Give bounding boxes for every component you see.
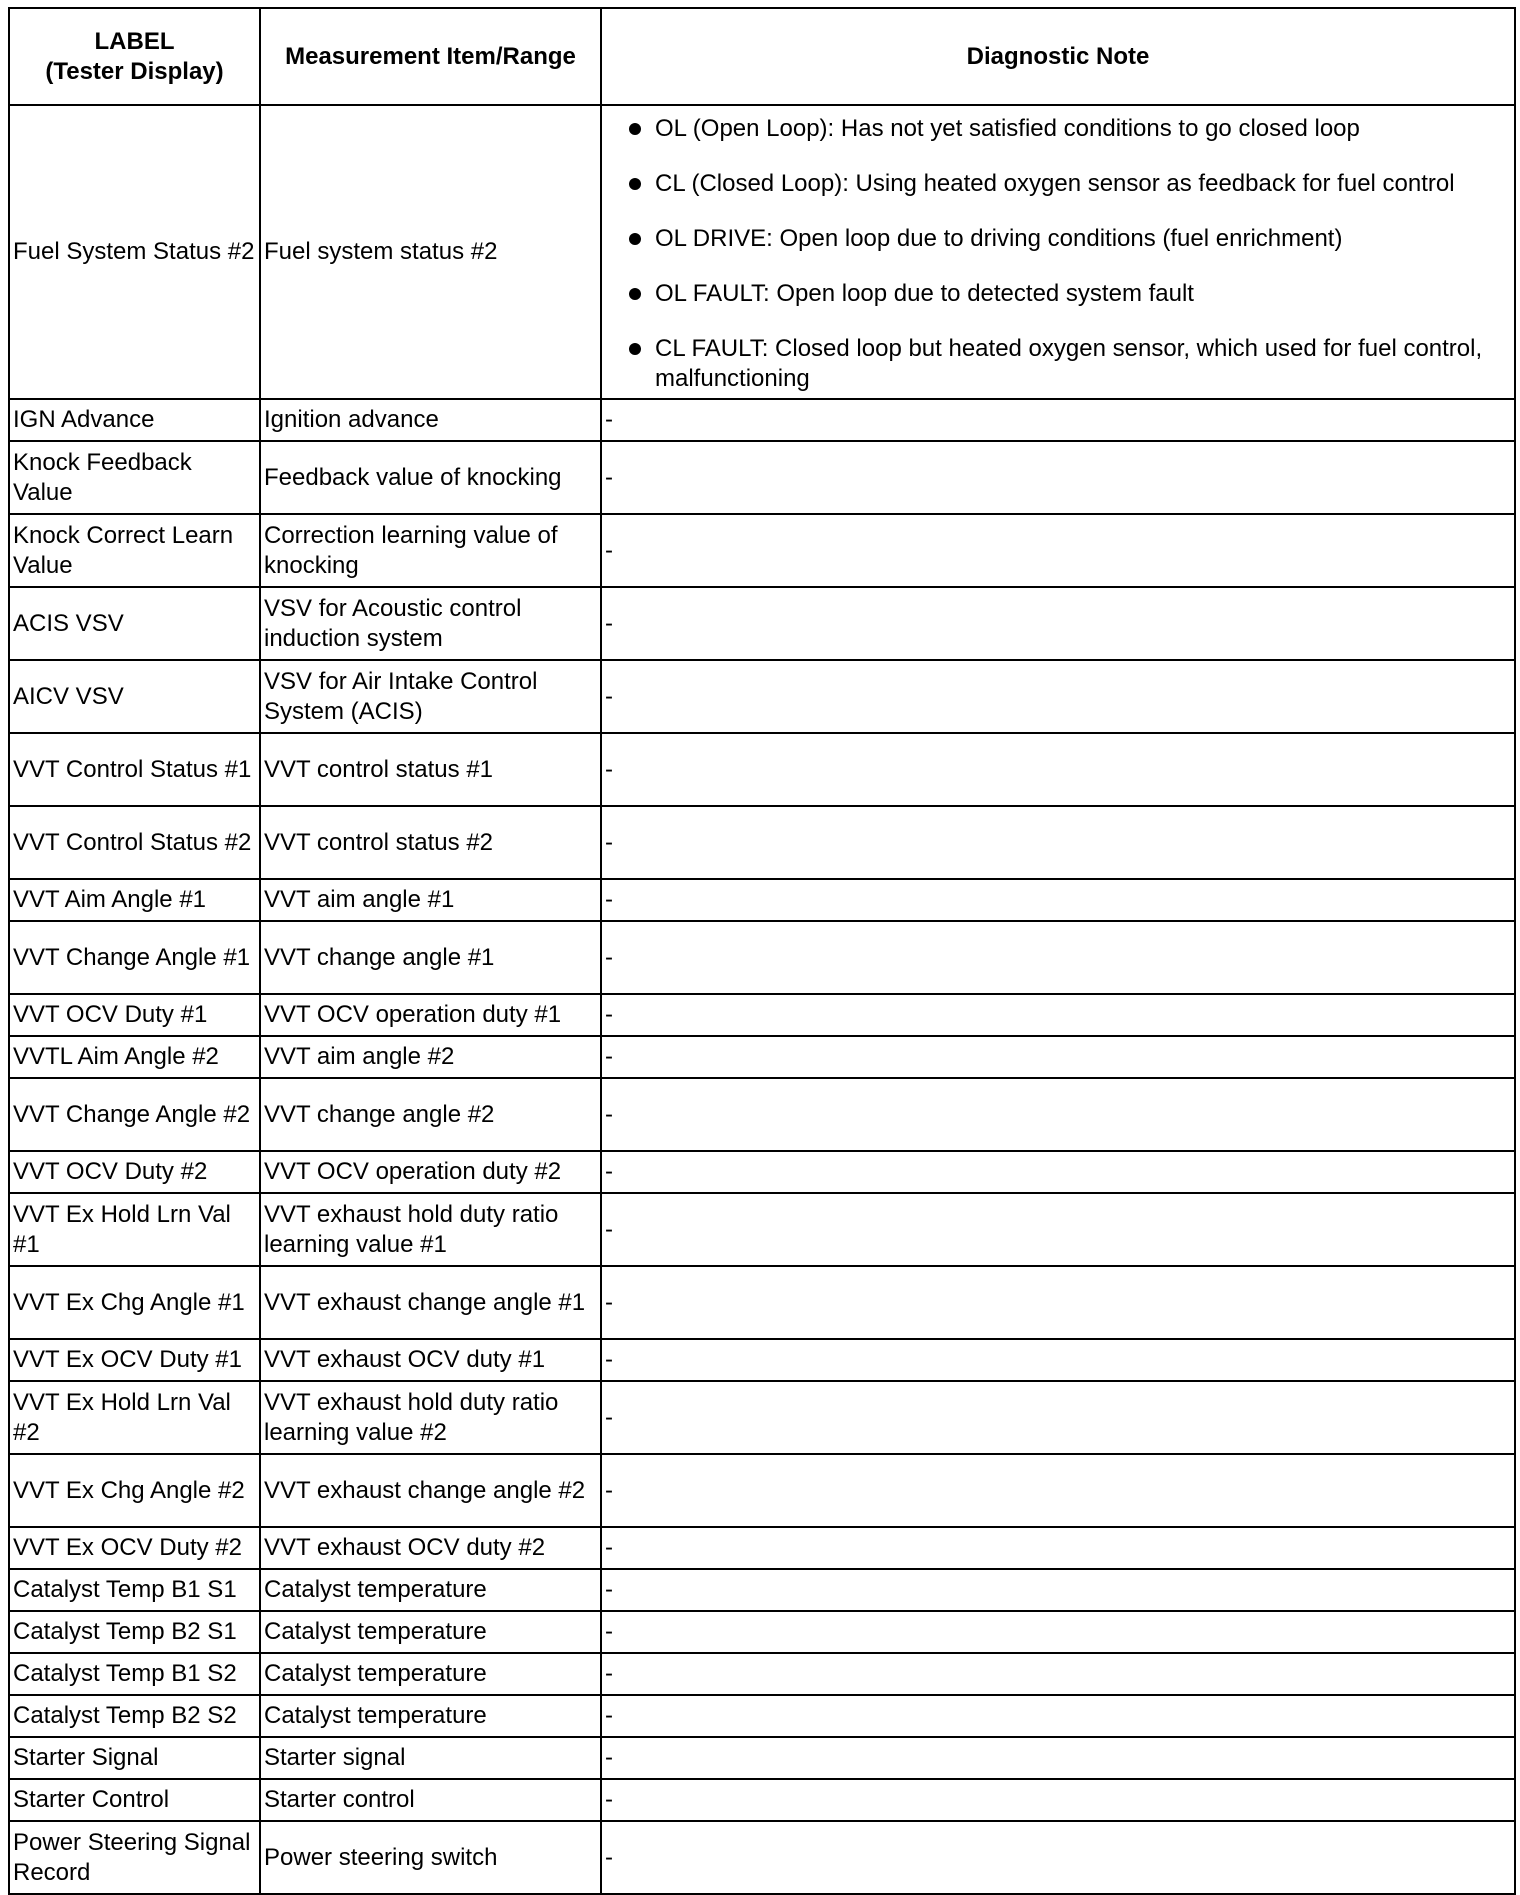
table-row bbox=[9, 1527, 1515, 1569]
table-row bbox=[9, 733, 1515, 806]
row-label-cell: ACIS VSV bbox=[9, 587, 260, 660]
header-row bbox=[9, 8, 1515, 105]
row-label-cell: VVT Change Angle #2 bbox=[9, 1078, 260, 1151]
row-measurement-cell: VVT exhaust change angle #2 bbox=[260, 1454, 601, 1527]
header-note-cell: Diagnostic Note bbox=[601, 8, 1515, 105]
table-row bbox=[9, 660, 1515, 733]
table-row bbox=[9, 1078, 1515, 1151]
row-measurement-cell: Catalyst temperature bbox=[260, 1653, 601, 1695]
row-measurement-cell: VVT exhaust OCV duty #2 bbox=[260, 1527, 601, 1569]
row-label-cell: VVT Ex Hold Lrn Val #2 bbox=[9, 1381, 260, 1454]
row-measurement-cell: VVT control status #2 bbox=[260, 806, 601, 879]
header-measurement-cell: Measurement Item/Range bbox=[260, 8, 601, 105]
diagnostic-data-table bbox=[8, 7, 1516, 1895]
fuel-status-bullet-list bbox=[605, 108, 1511, 396]
table-row-fuel-system-status bbox=[9, 105, 1515, 399]
row-measurement-cell: VVT aim angle #1 bbox=[260, 879, 601, 921]
table-row bbox=[9, 1266, 1515, 1339]
row-note-cell bbox=[601, 105, 1515, 399]
row-label-cell: VVT Control Status #1 bbox=[9, 733, 260, 806]
row-label-cell: VVT Ex OCV Duty #2 bbox=[9, 1527, 260, 1569]
table-row bbox=[9, 1036, 1515, 1078]
row-note-cell: - bbox=[601, 1779, 1515, 1821]
table-row bbox=[9, 806, 1515, 879]
row-measurement-cell: VVT change angle #2 bbox=[260, 1078, 601, 1151]
bullet-text: OL DRIVE: Open loop due to driving conditions (fuel enrichment) bbox=[655, 225, 1343, 252]
table-header bbox=[9, 8, 1515, 105]
table-row bbox=[9, 1695, 1515, 1737]
table-row bbox=[9, 1653, 1515, 1695]
table-row bbox=[9, 1151, 1515, 1193]
row-note-cell: - bbox=[601, 1454, 1515, 1527]
bullet-item bbox=[605, 169, 1511, 199]
header-label-line1: LABEL bbox=[94, 27, 175, 55]
row-measurement-cell: VVT change angle #1 bbox=[260, 921, 601, 994]
bullet-dot-icon bbox=[629, 123, 641, 135]
row-measurement-cell: VVT aim angle #2 bbox=[260, 1036, 601, 1078]
row-note-cell: - bbox=[601, 1737, 1515, 1779]
table-row bbox=[9, 1569, 1515, 1611]
row-label-cell: VVT Control Status #2 bbox=[9, 806, 260, 879]
header-label-cell bbox=[9, 8, 260, 105]
table-row bbox=[9, 1339, 1515, 1381]
table-row bbox=[9, 441, 1515, 514]
row-note-cell: - bbox=[601, 1611, 1515, 1653]
table-row bbox=[9, 399, 1515, 441]
row-note-cell: - bbox=[601, 1078, 1515, 1151]
row-label-cell: VVTL Aim Angle #2 bbox=[9, 1036, 260, 1078]
row-note-cell: - bbox=[601, 399, 1515, 441]
row-label-cell: VVT OCV Duty #2 bbox=[9, 1151, 260, 1193]
row-measurement-cell: Catalyst temperature bbox=[260, 1611, 601, 1653]
row-measurement-cell: VSV for Acoustic control induction system bbox=[260, 587, 601, 660]
row-note-cell: - bbox=[601, 1695, 1515, 1737]
table-row bbox=[9, 514, 1515, 587]
row-note-cell: - bbox=[601, 1151, 1515, 1193]
row-label-cell: Catalyst Temp B2 S2 bbox=[9, 1695, 260, 1737]
row-measurement-cell: VVT exhaust OCV duty #1 bbox=[260, 1339, 601, 1381]
row-label-cell: Power Steering Signal Record bbox=[9, 1821, 260, 1894]
bullet-item bbox=[605, 334, 1511, 394]
row-measurement-cell: Correction learning value of knocking bbox=[260, 514, 601, 587]
table-row bbox=[9, 1381, 1515, 1454]
table-row bbox=[9, 1779, 1515, 1821]
row-measurement-cell: Starter signal bbox=[260, 1737, 601, 1779]
row-measurement-cell: Feedback value of knocking bbox=[260, 441, 601, 514]
row-note-cell: - bbox=[601, 1036, 1515, 1078]
row-label-cell: VVT OCV Duty #1 bbox=[9, 994, 260, 1036]
bullet-text: OL FAULT: Open loop due to detected system fault bbox=[655, 280, 1194, 307]
row-label-cell: Catalyst Temp B1 S2 bbox=[9, 1653, 260, 1695]
table-row bbox=[9, 879, 1515, 921]
table-row bbox=[9, 1611, 1515, 1653]
row-note-cell: - bbox=[601, 733, 1515, 806]
row-label-cell: VVT Change Angle #1 bbox=[9, 921, 260, 994]
row-label-cell: Knock Correct Learn Value bbox=[9, 514, 260, 587]
row-measurement-cell: Ignition advance bbox=[260, 399, 601, 441]
row-measurement-cell: Fuel system status #2 bbox=[260, 105, 601, 399]
row-label-cell: AICV VSV bbox=[9, 660, 260, 733]
bullet-item bbox=[605, 224, 1511, 254]
bullet-item bbox=[605, 114, 1511, 144]
row-label-cell: VVT Ex Chg Angle #2 bbox=[9, 1454, 260, 1527]
row-label-cell: Fuel System Status #2 bbox=[9, 105, 260, 399]
row-note-cell: - bbox=[601, 806, 1515, 879]
row-label-cell: VVT Ex OCV Duty #1 bbox=[9, 1339, 260, 1381]
bullet-item bbox=[605, 279, 1511, 309]
row-measurement-cell: VVT exhaust change angle #1 bbox=[260, 1266, 601, 1339]
row-note-cell: - bbox=[601, 994, 1515, 1036]
table-row bbox=[9, 1737, 1515, 1779]
table-body bbox=[9, 105, 1515, 1894]
table-row bbox=[9, 1193, 1515, 1266]
row-note-cell: - bbox=[601, 660, 1515, 733]
bullet-text: CL (Closed Loop): Using heated oxygen sensor as feedback for fuel control bbox=[655, 170, 1455, 197]
row-label-cell: Starter Signal bbox=[9, 1737, 260, 1779]
header-label-line2: (Tester Display) bbox=[45, 57, 224, 85]
row-note-cell: - bbox=[601, 1821, 1515, 1894]
row-label-cell: Starter Control bbox=[9, 1779, 260, 1821]
row-measurement-cell: VVT control status #1 bbox=[260, 733, 601, 806]
row-label-cell: IGN Advance bbox=[9, 399, 260, 441]
row-note-cell: - bbox=[601, 587, 1515, 660]
row-measurement-cell: VVT exhaust hold duty ratio learning value #1 bbox=[260, 1193, 601, 1266]
bullet-text: OL (Open Loop): Has not yet satisfied conditions to go closed loop bbox=[655, 115, 1360, 142]
bullet-dot-icon bbox=[629, 178, 641, 190]
row-measurement-cell: VVT OCV operation duty #1 bbox=[260, 994, 601, 1036]
row-measurement-cell: VVT OCV operation duty #2 bbox=[260, 1151, 601, 1193]
row-label-cell: VVT Ex Chg Angle #1 bbox=[9, 1266, 260, 1339]
bullet-dot-icon bbox=[629, 233, 641, 245]
bullet-dot-icon bbox=[629, 288, 641, 300]
row-note-cell: - bbox=[601, 1653, 1515, 1695]
row-note-cell: - bbox=[601, 441, 1515, 514]
row-note-cell: - bbox=[601, 514, 1515, 587]
row-label-cell: Catalyst Temp B2 S1 bbox=[9, 1611, 260, 1653]
row-label-cell: VVT Ex Hold Lrn Val #1 bbox=[9, 1193, 260, 1266]
table-row bbox=[9, 1454, 1515, 1527]
table-row bbox=[9, 1821, 1515, 1894]
row-measurement-cell: VSV for Air Intake Control System (ACIS) bbox=[260, 660, 601, 733]
row-note-cell: - bbox=[601, 921, 1515, 994]
row-note-cell: - bbox=[601, 1266, 1515, 1339]
row-measurement-cell: Power steering switch bbox=[260, 1821, 601, 1894]
row-measurement-cell: Catalyst temperature bbox=[260, 1569, 601, 1611]
row-note-cell: - bbox=[601, 1527, 1515, 1569]
row-note-cell: - bbox=[601, 1569, 1515, 1611]
row-label-cell: VVT Aim Angle #1 bbox=[9, 879, 260, 921]
table-row bbox=[9, 587, 1515, 660]
bullet-text: CL FAULT: Closed loop but heated oxygen sensor, which used for fuel control, malfunctioning bbox=[655, 335, 1483, 392]
table-row bbox=[9, 994, 1515, 1036]
row-measurement-cell: Starter control bbox=[260, 1779, 601, 1821]
row-note-cell: - bbox=[601, 1381, 1515, 1454]
table-row bbox=[9, 921, 1515, 994]
row-label-cell: Catalyst Temp B1 S1 bbox=[9, 1569, 260, 1611]
row-note-cell: - bbox=[601, 1193, 1515, 1266]
row-note-cell: - bbox=[601, 879, 1515, 921]
row-note-cell: - bbox=[601, 1339, 1515, 1381]
row-measurement-cell: Catalyst temperature bbox=[260, 1695, 601, 1737]
row-measurement-cell: VVT exhaust hold duty ratio learning value #2 bbox=[260, 1381, 601, 1454]
row-label-cell: Knock Feedback Value bbox=[9, 441, 260, 514]
bullet-dot-icon bbox=[629, 343, 641, 355]
